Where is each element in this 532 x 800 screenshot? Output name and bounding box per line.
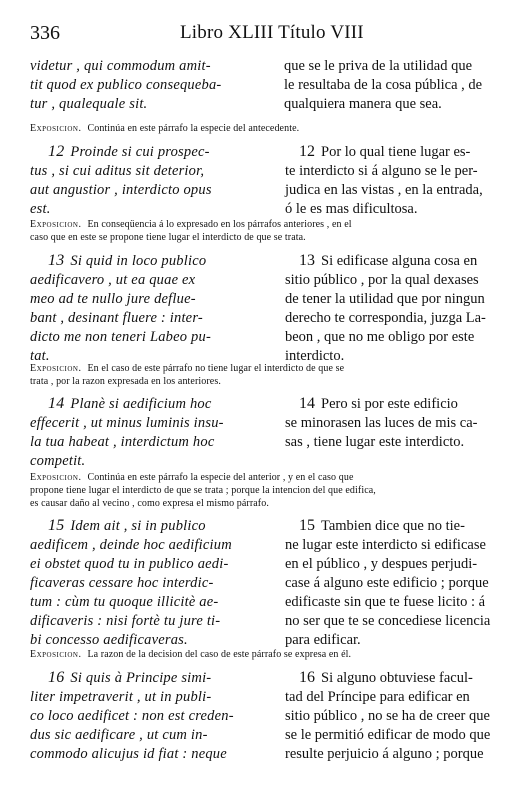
exposicion-note: Exposicion. La razon de la decision del caso de este párrafo se expresa en él. <box>30 649 352 660</box>
latin-text: 12 Proinde si cui prospec- tus , si cui aditus sit deterior, aut angustior , interdicto opus est. <box>30 143 212 217</box>
exposicion-note: Exposicion. Continúa en este párrafo la especie del antecedente. <box>30 123 300 134</box>
spanish-text: 14 Pero si por este edificio se minorasen las luces de mis ca- sas , tiene lugar este interdicto. <box>285 395 478 450</box>
latin-text: 13 Si quid in loco publico aedificavero , ut ea quae ex meo ad te nullo jure deflue- bant , desinant fluere : inter- dicto me non teneri Labeo pu- tat. <box>30 252 211 364</box>
exposicion-note: Exposicion. En el caso de este párrafo no tiene lugar el interdicto de que se trata , por la razon expresada en los anteriores. <box>30 363 345 387</box>
spanish-text: 16 Si alguno obtuviese facul- tad del Príncipe para edificar en sitio público , no se ha de creer que se le permitió edificar de modo que resulte perjuicio á alguno ; porque <box>285 669 491 762</box>
page-header <box>30 22 500 48</box>
latin-text: 15 Idem ait , si in publico aedificem , deinde hoc aedificium ei obstet quod tu in publico aedi- ficaveras cessare hoc interdic- tum : cùm tu quoque illicitè ae- dificaveris : nisi fortè tu jure ti- bi concesso aedificaveras. <box>30 517 232 648</box>
page-number: 336 <box>30 22 60 44</box>
exposicion-note: Exposicion. En conseqüencia á lo expresado en los párrafos anteriores , en el caso que en este se propone tiene lugar el interdicto de que se trata. <box>30 219 352 243</box>
spanish-text: 15 Tambien dice que no tie- ne lugar este interdicto si edificase en el público , y despues perjudi- case á alguno este edificio ; porque edificaste sin que te fuese licito : á no ser que te se concediese licencia para edificar. <box>285 517 491 648</box>
running-title: Libro XLIII Título VIII <box>180 22 364 43</box>
spanish-text: que se le priva de la utilidad que le resultaba de la cosa pública , de qualquiera manera que sea. <box>284 58 483 112</box>
spanish-text: 12 Por lo qual tiene lugar es- te interdicto si á alguno se le per- judica en las vistas , en la entrada, ó le es mas dificultosa. <box>285 143 483 217</box>
latin-text: videtur , qui commodum amit- tit quod ex publico consequeba- tur , qualequale sit. <box>30 58 222 112</box>
latin-text: 16 Si quis à Principe simi- liter impetraverit , ut in publi- co loco aedificet : non est creden- dus sic aedificare , ut cum in- commodo alicujus id fiat : neque <box>30 669 234 762</box>
exposicion-note: Exposicion. Continúa en este párrafo la especie del anterior , y en el caso que propone tiene lugar el interdicto de que se trata ; porque la intencion del que edifica, es causar daño al vecino , como expresa el mismo párrafo. <box>30 472 376 509</box>
spanish-text: 13 Si edificase alguna cosa en sitio público , por la qual dexases de tener la utilidad que por ningun derecho te correspondia, juzga La- beon , que no me obligo por este interdicto. <box>285 252 486 364</box>
latin-text: 14 Planè si aedificium hoc effecerit , ut minus luminis insu- la tua habeat , interdictum hoc competit. <box>30 395 224 469</box>
